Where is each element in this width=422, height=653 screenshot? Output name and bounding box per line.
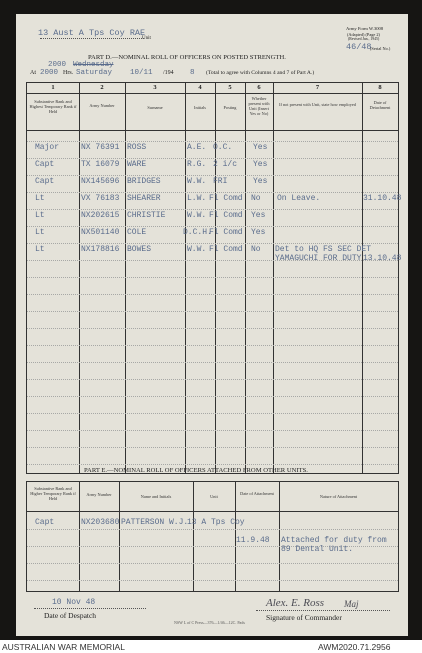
cell-army-number: NX 76391: [81, 143, 120, 152]
cell-present: Yes: [253, 143, 268, 152]
cell-posting: FRI: [213, 177, 228, 186]
cell-posting: Fl Comd: [209, 245, 243, 254]
cell-present: Yes: [251, 228, 266, 237]
cell-posting: 2 i/c: [213, 160, 238, 169]
commander-signature: Alex. E. Ross: [266, 597, 325, 609]
cell-rank: Capt: [35, 518, 55, 527]
total-note: (Total to agree with Columns 4 and 7 of Part A.): [206, 70, 315, 76]
header-date-detachment: Date of Detachment: [369, 100, 391, 110]
cell-employed-line2: YAMAGUCHI FOR DUTY: [275, 254, 362, 263]
col-number: 8: [378, 84, 382, 91]
unit-underline: [40, 38, 144, 39]
cell-initials: R.G.: [187, 160, 207, 169]
header-rank: Substantive Rank and Higher Temporary Rank if Held: [30, 486, 76, 501]
cell-rank: Lt: [35, 245, 45, 254]
cell-surname: BRIDGES: [127, 177, 161, 186]
signature-label: Signature of Commander: [266, 613, 342, 622]
cell-present: Yes: [253, 177, 268, 186]
cell-rank: Lt: [35, 228, 45, 237]
unit-label: Unit: [142, 36, 151, 41]
cell-surname: WARE: [127, 160, 147, 169]
cell-initials: D.C.H.: [183, 228, 212, 237]
cell-army-number: NX178816: [81, 245, 120, 254]
despatch-line: [34, 608, 146, 609]
cell-date: 11.9.48: [236, 536, 270, 545]
cell-army-number: VX 76183: [81, 194, 120, 203]
cell-rank: Major: [35, 143, 60, 152]
cell-posting: Fl Comd: [209, 228, 243, 237]
cell-present: No: [251, 194, 261, 203]
cell-nature: Attached for duty from: [281, 536, 387, 545]
printer-note: NSW L of C Press—376—1/46—12C. Pads: [174, 620, 245, 625]
cell-surname: BOWES: [127, 245, 152, 254]
cell-surname: ROSS: [127, 143, 147, 152]
header-employed: If not present with Unit, state how employed: [279, 102, 356, 107]
cell-present: Yes: [251, 211, 266, 220]
report-year: 8: [190, 69, 195, 77]
part-d-table: [26, 82, 402, 474]
form-revised: (Revised Jan., 1945): [348, 37, 380, 41]
despatch-label: Date of Despatch: [44, 611, 97, 620]
cell-posting: O.C.: [213, 143, 233, 152]
header-nature: Nature of Attachment: [319, 494, 358, 499]
cell-rank: Capt: [35, 160, 55, 169]
cell-initials: A.E.: [187, 143, 207, 152]
cell-rank: Capt: [35, 177, 55, 186]
header-date-attachment: Date of Attachment: [240, 491, 274, 496]
part-e-table: [26, 481, 399, 592]
col-number: 5: [228, 84, 232, 91]
cell-present: Yes: [253, 160, 268, 169]
serial-number: 46/48: [346, 42, 372, 52]
cell-army-number: NX501140: [81, 228, 120, 237]
header-surname: Surname: [147, 105, 163, 110]
cell-army-number: NX203680: [81, 518, 120, 527]
cell-surname: CHRISTIE: [127, 211, 166, 220]
year-label: /194: [163, 70, 174, 76]
cell-army-number: TX 16079: [81, 160, 120, 169]
col-number: 1: [51, 84, 55, 91]
header-initials: Initials: [194, 105, 206, 110]
cell-rank: Lt: [35, 194, 45, 203]
cell-initials: L.W.: [187, 194, 207, 203]
cell-nature-line2: 89 Dental Unit.: [281, 545, 354, 554]
report-date: 10/11: [130, 69, 153, 77]
col-number: 7: [315, 84, 320, 91]
report-time: 2000: [48, 61, 67, 69]
at-label: At: [30, 70, 36, 76]
archive-footer: [0, 640, 422, 653]
cell-unit: 13 A Tps Coy: [187, 518, 245, 527]
report-day: Saturday: [76, 69, 113, 77]
cell-surname: COLE: [127, 228, 147, 237]
cell-posting: Fl Comd: [209, 194, 243, 203]
header-unit: Unit: [210, 494, 218, 499]
header-present: Whether present with Unit (Insert Yes or No): [248, 96, 270, 116]
col-number: 4: [198, 84, 202, 91]
cell-army-number: NX202615: [81, 211, 120, 220]
col-number: 3: [153, 84, 157, 91]
cell-rank: Lt: [35, 211, 45, 220]
header-posting: Posting: [223, 105, 237, 110]
form-title: Army Form W.3008: [346, 26, 384, 31]
despatch-date: 10 Nov 48: [52, 598, 96, 607]
form-page: [16, 14, 408, 636]
header-army-number: Army Number: [89, 103, 115, 108]
part-e-title: PART E.—NOMINAL ROLL OF OFFICERS ATTACHED FROM OTHER UNITS.: [84, 467, 308, 474]
report-day-struck: Wednesday: [73, 61, 114, 69]
footer-accession: AWM2020.71.2956: [318, 642, 391, 652]
cell-present: No: [251, 245, 261, 254]
cell-initials: W.W.: [187, 177, 207, 186]
header-name: Name and Initials: [140, 494, 172, 499]
cell-initials: W.W.: [187, 245, 207, 254]
report-time-2: 2000: [40, 69, 59, 77]
part-d-title: PART D.—NOMINAL ROLL OF OFFICERS ON POSTED STRENGTH.: [88, 54, 286, 61]
cell-date: 13.10.48: [363, 254, 402, 263]
cell-date: 31.10.48: [363, 194, 402, 203]
header-army-number: Army Number: [86, 492, 112, 497]
cell-posting: Fl Comd: [209, 211, 243, 220]
cell-employed: On Leave.: [277, 194, 321, 203]
header-rank: Substantive Rank and Highest Temporary Rank if Held: [29, 99, 77, 114]
col-number: 6: [257, 84, 261, 91]
cell-initials: W.W.: [187, 211, 207, 220]
serial-label: (Serial No.): [370, 46, 391, 51]
unit-name: 13 Aust A Tps Coy RAE: [38, 28, 146, 38]
footer-institution: AUSTRALIAN WAR MEMORIAL: [2, 642, 125, 652]
cell-army-number: NX145696: [81, 177, 120, 186]
cell-employed: Det to HQ FS SEC DET: [275, 245, 372, 254]
hrs-label: Hrs.: [63, 70, 74, 76]
form-adapted: (Adapted) (Page 2): [347, 32, 380, 37]
cell-surname: SHEARER: [127, 194, 161, 203]
col-number: 2: [100, 84, 104, 91]
signature-line: [256, 610, 390, 611]
cell-name: PATTERSON W.J.: [121, 518, 189, 527]
signature-rank: Maj: [344, 599, 359, 609]
